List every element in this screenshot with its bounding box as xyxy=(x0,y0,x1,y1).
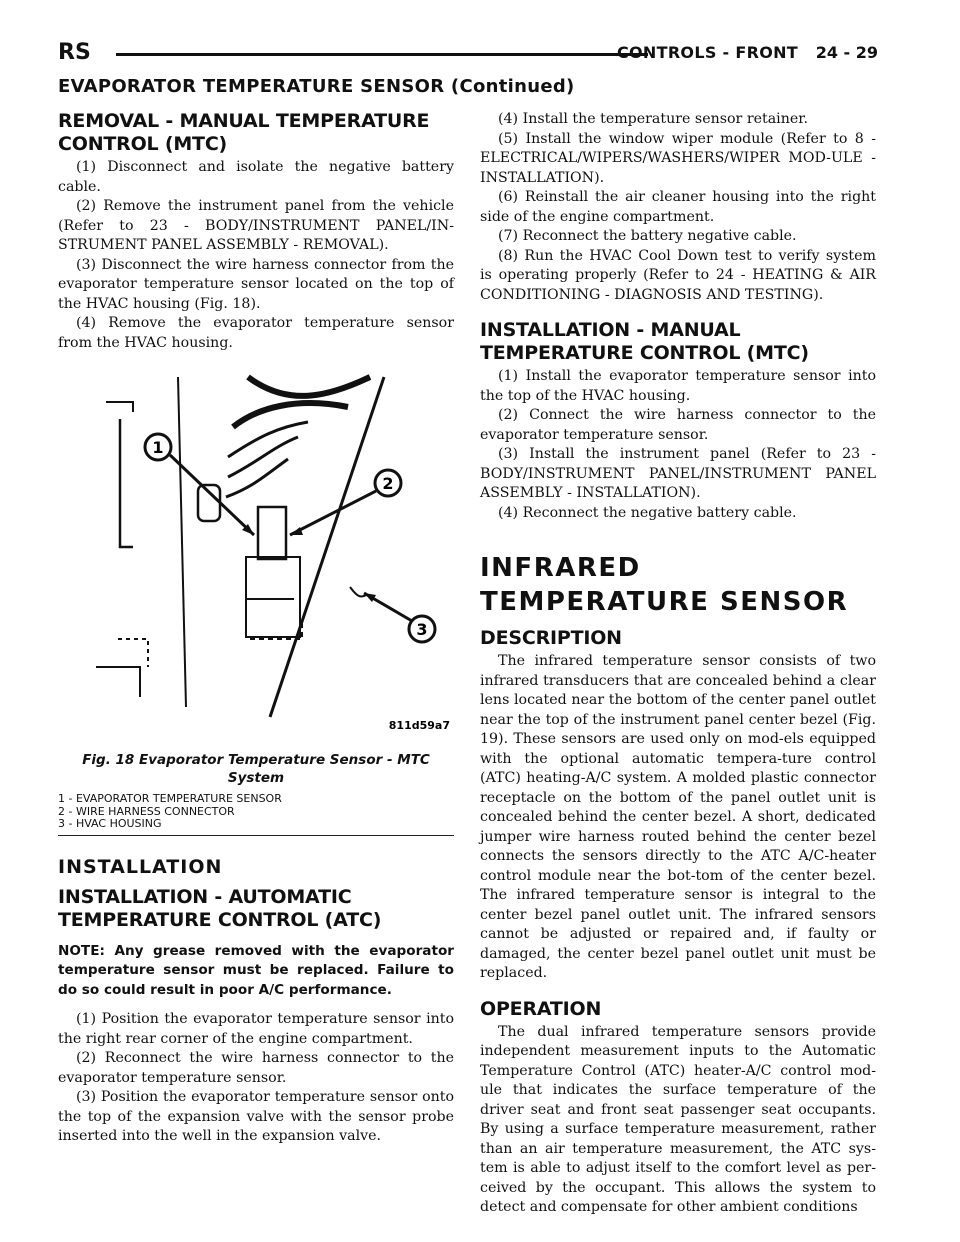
left-column xyxy=(58,110,454,1147)
install-mtc-step: (1) Install the evaporator temperature sensor into the top of the HVAC housing. xyxy=(480,368,876,404)
install-atc-step: (7) Reconnect the battery negative cable. xyxy=(498,228,797,244)
removal-step: (1) Disconnect and isolate the negative battery cable. xyxy=(58,159,454,195)
continued-title: EVAPORATOR TEMPERATURE SENSOR (Continued) xyxy=(58,76,575,97)
right-column xyxy=(480,110,876,1218)
callout-2 xyxy=(290,470,401,535)
callout-3 xyxy=(364,593,435,642)
svg-text:2: 2 xyxy=(382,474,394,493)
header-model-code: RS xyxy=(58,40,91,65)
removal-step: (4) Remove the evaporator temperature sensor from the HVAC housing. xyxy=(58,315,454,351)
install-mtc-step: (2) Connect the wire harness connector to the evaporator temperature sensor. xyxy=(480,407,876,443)
figure-18 xyxy=(58,367,454,836)
install-atc-step: (2) Reconnect the wire harness connector to the evaporator temperature sensor. xyxy=(58,1050,454,1086)
description-heading: DESCRIPTION xyxy=(480,627,622,649)
legend-item: 3 - HVAC HOUSING xyxy=(58,817,162,830)
header-page-number: 24 - 29 xyxy=(815,43,878,62)
svg-text:1: 1 xyxy=(152,438,164,457)
installation-heading: INSTALLATION xyxy=(58,855,223,878)
install-atc-step: (6) Reinstall the air cleaner housing into the right side of the engine compartment. xyxy=(480,189,876,225)
grease-note: NOTE: Any grease removed with the evaporator temperature sensor must be replaced. Failure to do so could result in poor A/C performance. xyxy=(58,942,454,998)
install-atc-heading: INSTALLATION - AUTOMATIC TEMPERATURE CONTROL (ATC) xyxy=(58,885,382,931)
install-mtc-heading: INSTALLATION - MANUAL TEMPERATURE CONTROL (MTC) xyxy=(480,319,809,364)
header-rule xyxy=(116,53,648,56)
install-atc-step: (4) Install the temperature sensor retainer. xyxy=(498,111,808,127)
operation-text: The dual infrared temperature sensors provide independent measurement inputs to the Automatic Temperature Control (ATC) heater-A/C control mod-ule that indicates the surface temperature of the driver seat and front seat passenger seat occupants. By using a surface temperature measurement, rather than an air temperature measurement, the ATC sys-tem is able to adjust itself to the comfort level as per-ceived by the occupant. This allows the system to detect and compensate for other ambient conditions xyxy=(480,1023,876,1215)
page-header xyxy=(58,40,878,70)
removal-heading: REMOVAL - MANUAL TEMPERATURE CONTROL (MTC) xyxy=(58,110,430,155)
figure-caption: Fig. 18 Evaporator Temperature Sensor - MTC System xyxy=(82,752,430,786)
install-mtc-step: (3) Install the instrument panel (Refer to 23 - BODY/INSTRUMENT PANEL/INSTRUMENT PANEL ASSEMBLY - INSTALLATION). xyxy=(480,446,876,501)
header-section-title: CONTROLS - FRONT xyxy=(616,43,798,62)
install-atc-step: (8) Run the HVAC Cool Down test to verify system is operating properly (Refer to 24 - HEATING & AIR CONDITIONING - DIAGNOSIS AND TESTING). xyxy=(480,247,876,303)
evaporator-sensor-illustration xyxy=(58,367,454,747)
install-mtc-step: (4) Reconnect the negative battery cable. xyxy=(498,504,797,521)
removal-step: (3) Disconnect the wire harness connector from the evaporator temperature sensor located on the top of the HVAC housing (Fig. 18). xyxy=(58,256,454,312)
install-atc-step: (1) Position the evaporator temperature sensor into the right rear corner of the engine compartment. xyxy=(58,1011,454,1047)
operation-heading: OPERATION xyxy=(480,997,602,1020)
install-atc-step: (3) Position the evaporator temperature sensor onto the top of the expansion valve with the sensor probe inserted into the well in the expansion valve. xyxy=(58,1089,454,1144)
legend-item: 2 - WIRE HARNESS CONNECTOR xyxy=(58,804,235,818)
legend-item: 1 - EVAPORATOR TEMPERATURE SENSOR xyxy=(58,792,282,805)
figure-code: 811d59a7 xyxy=(388,719,450,732)
install-atc-step: (5) Install the window wiper module (Refer to 8 - ELECTRICAL/WIPERS/WASHERS/WIPER MOD-ULE - INSTALLATION). xyxy=(480,130,876,186)
infrared-sensor-heading: INFRARED TEMPERATURE SENSOR xyxy=(480,553,849,617)
svg-text:3: 3 xyxy=(416,620,428,639)
figure-legend xyxy=(58,793,454,831)
description-text: The infrared temperature sensor consists of two infrared transducers that are concealed behind a clear lens located near the bottom of the center panel outlet near the top of the instrument panel center bezel (Fig. 19). These sensors are used only on mod-els equipped with the optional automatic tempera-ture control (ATC) heating-A/C system. A molded plastic connector receptacle on the bottom of the panel outlet unit is concealed behind the center bezel. A short, dedicated jumper wire harness routed behind the center bezel connects the sensors directly to the ATC A/C-heater control module near the bot-tom of the center bezel. The infrared temperature sensor is integral to the center bezel panel outlet unit. The infrared sensors cannot be adjusted or repaired and, if faulty or damaged, the center bezel panel outlet unit must be replaced. xyxy=(480,653,876,981)
removal-step: (2) Remove the instrument panel from the vehicle (Refer to 23 - BODY/INSTRUMENT PANEL/IN-STRUMENT PANEL ASSEMBLY - REMOVAL). xyxy=(58,198,454,253)
